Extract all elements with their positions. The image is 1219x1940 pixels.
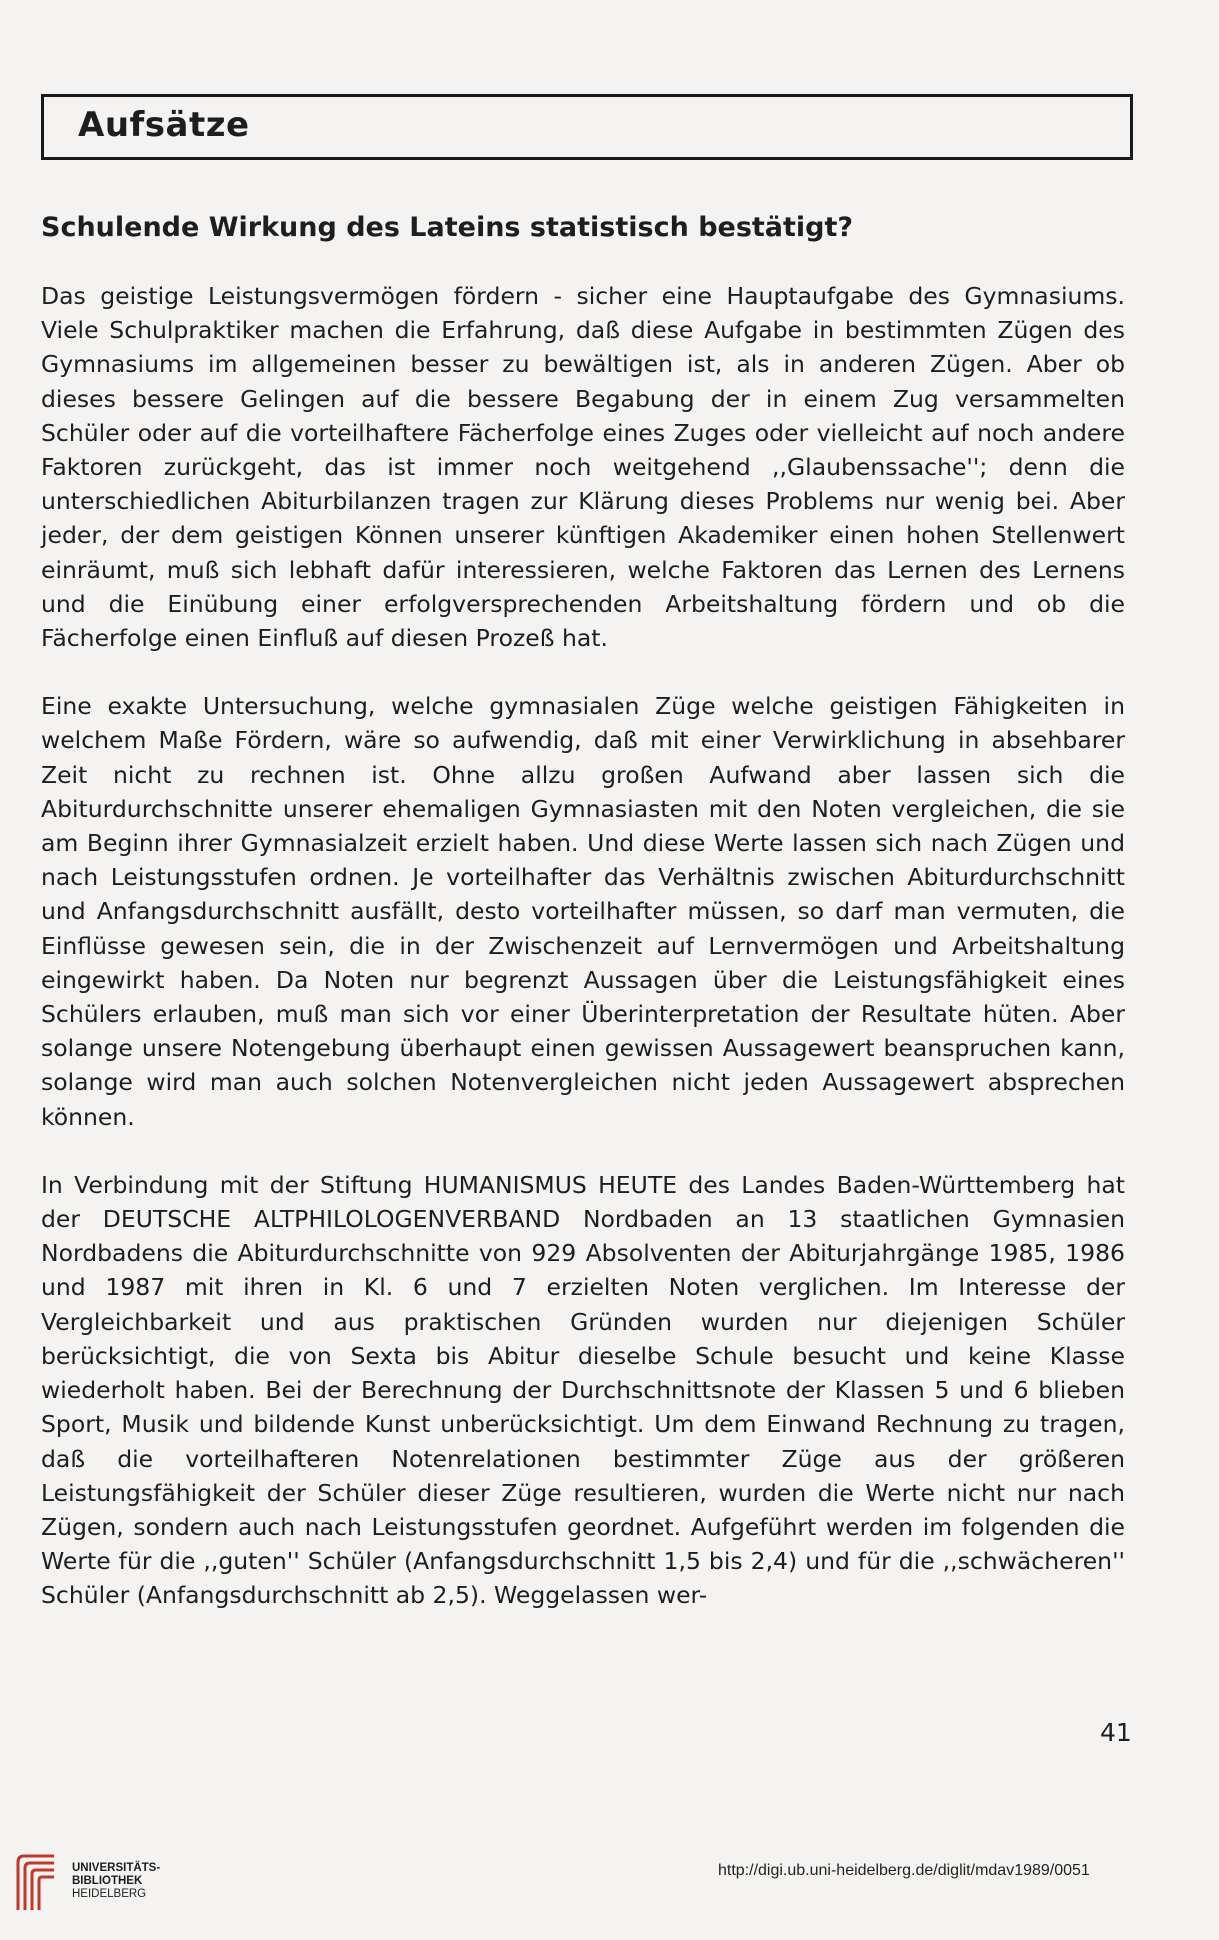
library-name — [72, 1862, 160, 1901]
library-line: BIBLIOTHEK — [72, 1875, 143, 1887]
library-line: UNIVERSITÄTS- — [72, 1862, 161, 1874]
source-url-link[interactable]: http://digi.ub.uni-heidelberg.de/diglit/mdav1989/0051 — [718, 1862, 1090, 1879]
article-title: Schulende Wirkung des Lateins statistisch bestätigt? — [41, 212, 854, 243]
page-number: 41 — [1100, 1718, 1132, 1747]
section-label: Aufsätze — [78, 105, 250, 145]
article-body — [41, 279, 1125, 1647]
paragraph: Eine exakte Untersuchung, welche gymnasialen Züge welche geistigen Fähigkeiten in welchem Maße Fördern, wäre so aufwendig, daß mit einer Verwirklichung in absehbarer Zeit nicht zu rechnen ist. Ohne allzu großen Aufwand aber lassen sich die Abiturdurchschnitte unserer ehemaligen Gymnasiasten mit den Noten vergleichen, die sie am Beginn ihrer Gymnasialzeit erzielt haben. Und diese Werte lassen sich nach Zügen und nach Leistungsstufen ordnen. Je vorteilhafter das Verhältnis zwischen Abiturdurchschnitt und Anfangsdurchschnitt ausfällt, desto vorteilhafter müssen, so darf man vermuten, die Einflüsse gewesen sein, die in der Zwischenzeit auf Lernvermögen und Arbeitshaltung eingewirkt haben. Da Noten nur begrenzt Aussagen über die Leistungsfähigkeit eines Schülers erlauben, muß man sich vor einer Überinterpretation der Resultate hüten. Aber solange unsere Notengebung überhaupt einen gewissen Aussagewert beanspruchen kann, solange wird man auch solchen Notenvergleichen nicht jeden Aussagewert absprechen können. — [41, 692, 1125, 1131]
library-logo-icon — [14, 1852, 58, 1912]
section-header-box — [41, 94, 1133, 160]
paragraph: Das geistige Leistungsvermögen fördern - sicher eine Hauptaufgabe des Gymnasiums. Viele Schulpraktiker machen die Erfahrung, daß diese Aufgabe in bestimmten Zügen des Gymnasiums im allgemeinen besser zu bewältigen ist, als in anderen Zügen. Aber ob dieses bessere Gelingen auf die bessere Begabung der in einem Zug versammelten Schüler oder auf die vorteilhaftere Fächerfolge eines Zuges oder vielleicht auf noch andere Faktoren zurückgeht, das ist immer noch weitgehend ,,Glaubenssache''; denn die unterschiedlichen Abiturbilanzen tragen zur Klärung dieses Problems nur wenig bei. Aber jeder, der dem geistigen Können unserer künftigen Akademiker einen hohen Stellenwert einräumt, muß sich lebhaft dafür interessieren, welche Faktoren das Lernen des Lernens und die Einübung einer erfolgversprechenden Arbeitshaltung fördern und ob die Fächerfolge einen Einfluß auf diesen Prozeß hat. — [41, 282, 1125, 653]
paragraph: In Verbindung mit der Stiftung HUMANISMUS HEUTE des Landes Baden-Württemberg hat der DEUTSCHE ALTPHILOLOGENVERBAND Nordbaden an 13 staatlichen Gymnasien Nordbadens die Abiturdurchschnitte von 929 Absolventen der Abiturjahrgänge 1985, 1986 und 1987 mit ihren in Kl. 6 und 7 erzielten Noten verglichen. Im Interesse der Vergleichbarkeit und aus praktischen Gründen wurden nur diejenigen Schüler berücksichtigt, die von Sexta bis Abitur dieselbe Schule besucht und keine Klasse wiederholt haben. Bei der Berechnung der Durchschnittsnote der Klassen 5 und 6 blieben Sport, Musik und bildende Kunst unberücksichtigt. Um dem Einwand Rechnung zu tragen, daß die vorteilhafteren Notenrelationen bestimmter Züge aus der größeren Leistungsfähigkeit der Schüler dieser Züge resultieren, wurden die Werte nicht nur nach Zügen, sondern auch nach Leistungsstufen geordnet. Aufgeführt werden im folgenden die Werte für die ,,guten'' Schüler (Anfangsdurchschnitt 1,5 bis 2,4) und für die ,,schwächeren'' Schüler (Anfangsdurchschnitt ab 2,5). Weggelassen wer- — [41, 1170, 1125, 1610]
library-line: HEIDELBERG — [72, 1888, 147, 1900]
